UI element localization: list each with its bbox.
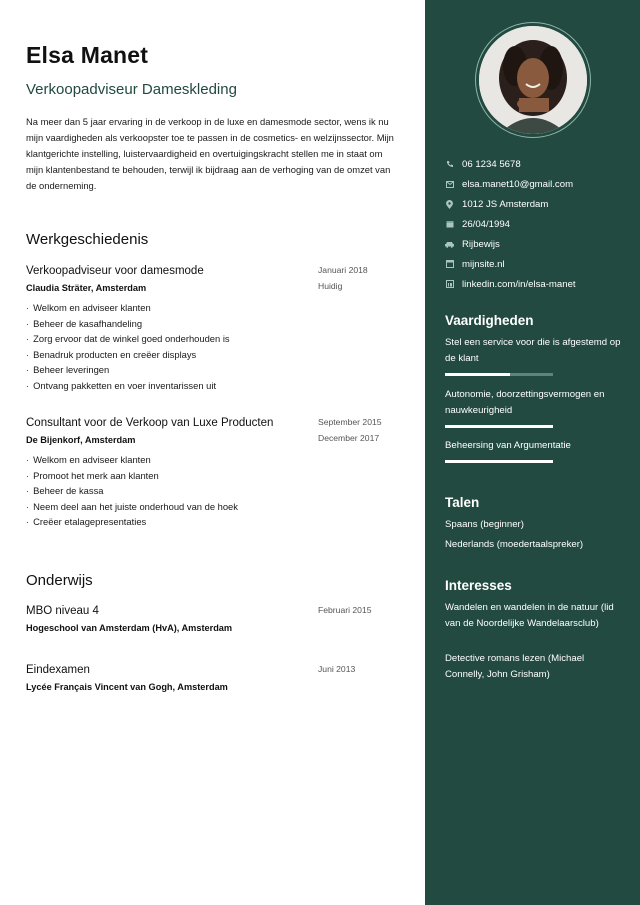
date-end: Huidig xyxy=(318,281,343,291)
work-entry-title: Verkoopadviseur voor damesmode xyxy=(26,265,204,277)
skill-item xyxy=(445,335,625,376)
work-entry-dates xyxy=(318,414,382,446)
date-start: Januari 2018 xyxy=(318,265,368,275)
contact-birthdate-text: 26/04/1994 xyxy=(462,218,511,230)
portrait-image xyxy=(479,26,587,134)
work-entry-tasks xyxy=(26,452,411,530)
skill-item xyxy=(445,387,625,428)
contact-location xyxy=(445,194,635,214)
contact-linkedin[interactable] xyxy=(445,274,635,294)
contact-website-text: mijnsite.nl xyxy=(462,258,505,270)
task-item: · Promoot het merk aan klanten xyxy=(26,468,411,484)
task-item: · Ontvang pakketten en voer inventarissen uit xyxy=(26,378,411,394)
work-entry xyxy=(26,263,411,394)
skill-label: Autonomie, doorzettingsvermogen en nauwkeurigheid xyxy=(445,389,605,416)
contact-email[interactable] xyxy=(445,174,635,194)
work-entry-employer: Claudia Sträter, Amsterdam xyxy=(26,283,147,293)
website-icon xyxy=(445,260,454,269)
skill-bar xyxy=(445,425,553,428)
work-entry-dates xyxy=(318,262,368,294)
interest-item: Wandelen en wandelen in de natuur (lid van de Noordelijke Wandelaarsclub) xyxy=(445,602,614,629)
work-entry-title: Consultant voor de Verkoop van Luxe Producten xyxy=(26,417,274,429)
interest-item: Detective romans lezen (Michael Connelly, John Grisham) xyxy=(445,653,585,680)
contact-website[interactable] xyxy=(445,254,635,274)
phone-icon xyxy=(445,160,454,169)
car-icon xyxy=(445,240,454,249)
task-item: · Neem deel aan het juiste onderhoud van de hoek xyxy=(26,499,411,515)
task-item: · Welkom en adviseer klanten xyxy=(26,452,411,468)
date-end: December 2017 xyxy=(318,433,380,443)
task-item: · Zorg ervoor dat de winkel goed onderhouden is xyxy=(26,331,411,347)
work-entry-tasks xyxy=(26,300,411,394)
contact-location-text: 1012 JS Amsterdam xyxy=(462,198,549,210)
contact-phone-text: 06 1234 5678 xyxy=(462,158,521,170)
task-item: · Beheer de kasafhandeling xyxy=(26,316,411,332)
skill-label: Beheersing van Argumentatie xyxy=(445,440,571,451)
candidate-name: Elsa Manet xyxy=(26,42,149,68)
education-entry-school: Lycée Français Vincent van Gogh, Amsterdam xyxy=(26,682,228,692)
email-icon xyxy=(445,180,454,189)
contact-list xyxy=(445,154,635,294)
work-entry-employer: De Bijenkorf, Amsterdam xyxy=(26,435,136,445)
location-icon xyxy=(445,200,454,209)
task-item: · Welkom en adviseer klanten xyxy=(26,300,411,316)
contact-phone[interactable] xyxy=(445,154,635,174)
education-entry xyxy=(26,662,411,692)
work-entry xyxy=(26,415,411,530)
education-heading: Onderwijs xyxy=(26,572,93,589)
task-item: · Benadruk producten en creëer displays xyxy=(26,347,411,363)
skill-bar-fill xyxy=(445,460,553,463)
skill-item xyxy=(445,438,625,463)
date-start: September 2015 xyxy=(318,417,382,427)
skill-bar-fill xyxy=(445,373,510,376)
job-title: Verkoopadviseur Dameskleding xyxy=(26,81,237,98)
contact-license-text: Rijbewijs xyxy=(462,238,500,250)
education-entry-school: Hogeschool van Amsterdam (HvA), Amsterdam xyxy=(26,623,233,633)
education-entry xyxy=(26,603,411,633)
education-entry-title: MBO niveau 4 xyxy=(26,605,99,617)
calendar-icon xyxy=(445,220,454,229)
profile-summary: Na meer dan 5 jaar ervaring in de verkoop in de luxe en damesmode sector, wens ik nu mijn vaardigheden als verkoopster toe te passen in de cosmetics- en welzijnssector. Mijn klantgerichte instelling, luistervaardigheid en overtuigingskracht stellen me in staat om mijn klantenbestand te behouden, terwijl ik bijdraag aan de verhoging van de omzet van de onderneming. xyxy=(26,116,394,191)
skill-label: Stel een service voor die is afgestemd op de klant xyxy=(445,337,621,364)
sidebar xyxy=(425,0,640,905)
skill-bar xyxy=(445,373,553,376)
task-item: · Beheer de kassa xyxy=(26,483,411,499)
task-item: · Creëer etalagepresentaties xyxy=(26,514,411,530)
avatar xyxy=(479,26,587,134)
work-history-heading: Werkgeschiedenis xyxy=(26,231,149,248)
skill-bar xyxy=(445,460,553,463)
interests-heading: Interesses xyxy=(445,578,512,593)
contact-email-text: elsa.manet10@gmail.com xyxy=(462,178,574,190)
language-item: Nederlands (moedertaalspreker) xyxy=(445,539,584,550)
contact-birthdate xyxy=(445,214,635,234)
education-entry-title: Eindexamen xyxy=(26,664,90,676)
language-item: Spaans (beginner) xyxy=(445,519,524,530)
skill-bar-fill xyxy=(445,425,553,428)
skills-heading: Vaardigheden xyxy=(445,313,534,328)
task-item: · Beheer leveringen xyxy=(26,362,411,378)
contact-linkedin-text: linkedin.com/in/elsa-manet xyxy=(462,278,576,290)
education-entry-date: Februari 2015 xyxy=(318,605,372,615)
education-entry-date: Juni 2013 xyxy=(318,664,356,674)
languages-heading: Talen xyxy=(445,495,480,510)
contact-license xyxy=(445,234,635,254)
linkedin-icon xyxy=(445,280,454,289)
